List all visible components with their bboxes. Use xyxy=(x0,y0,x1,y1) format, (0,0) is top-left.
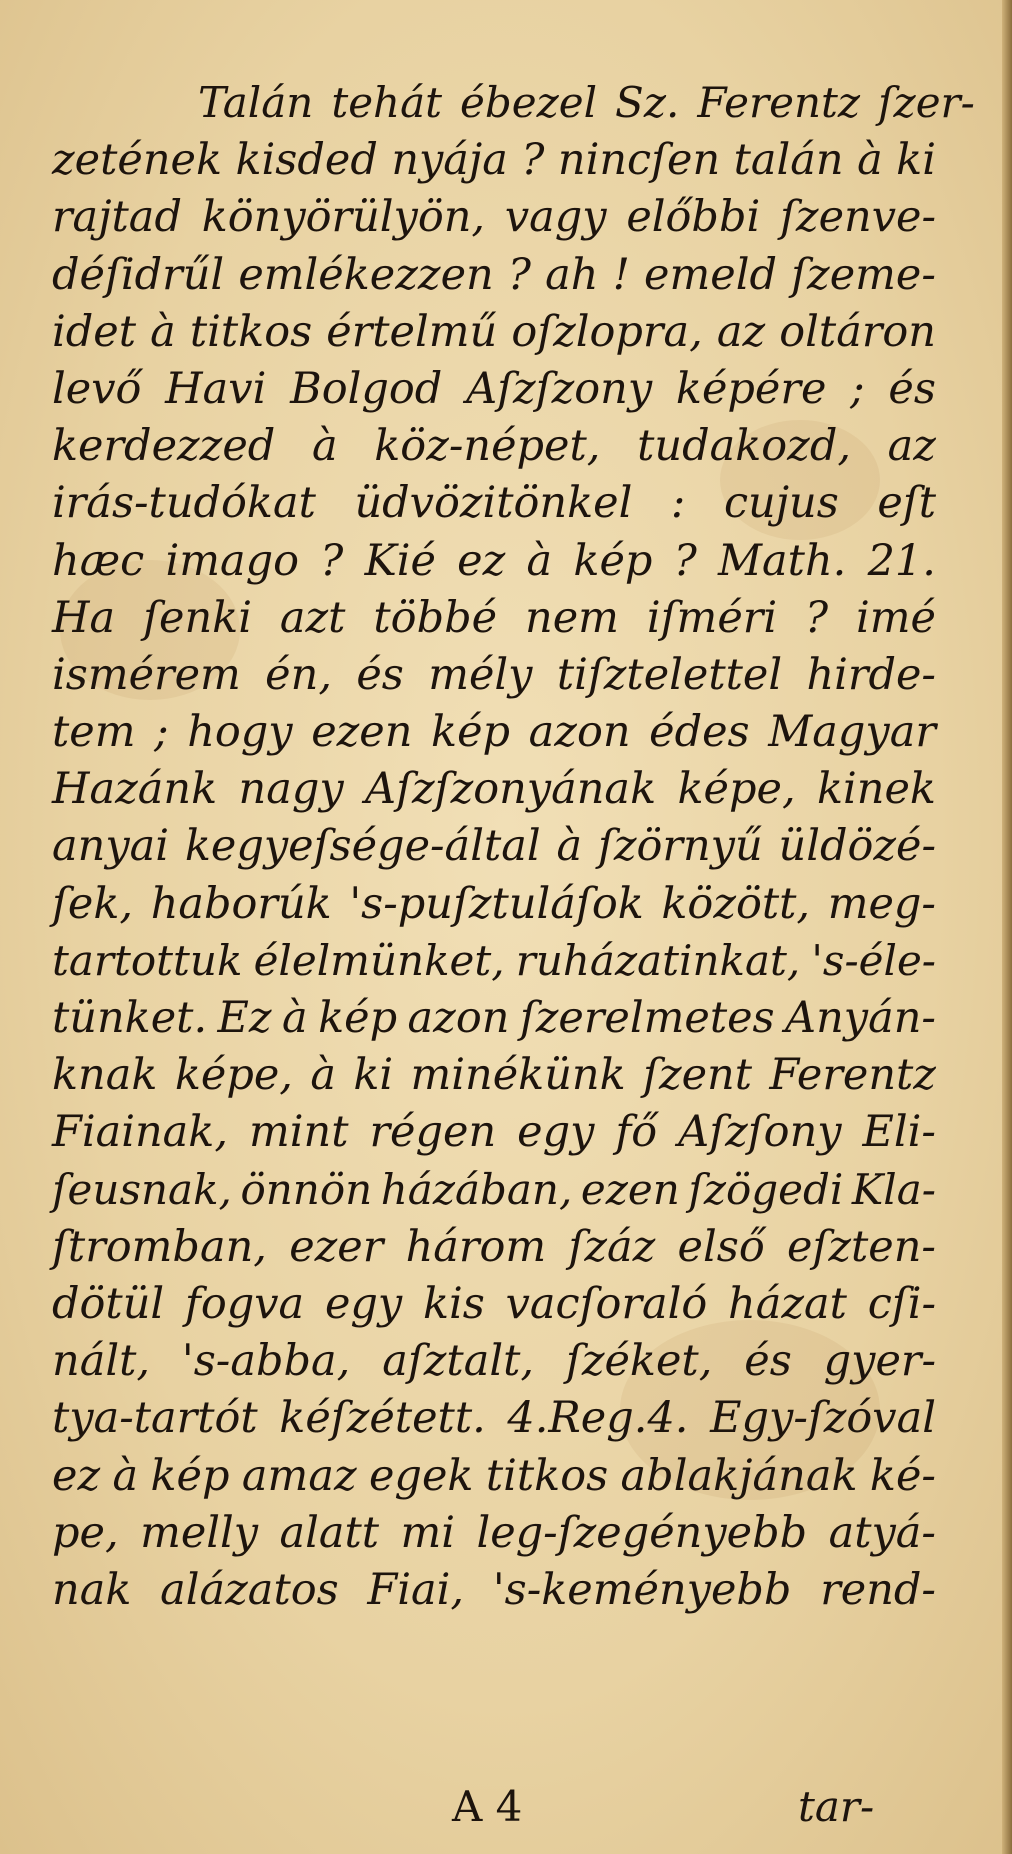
text-line: Talán tehát ébezel Sz. Ferentz ſzer- xyxy=(198,78,975,127)
text-line: déſidrűl emlékezzen ? ah ! emeld ſzeme- xyxy=(52,249,936,300)
text-line: ſek, haborúk 's-puſztuláſok között, meg- xyxy=(52,878,936,929)
text-line: ismérem én, és mély tiſztelettel hirde- xyxy=(52,649,936,700)
text-line: irás-tudókat üdvözitönkel : cujus eſt xyxy=(52,478,936,529)
text-line: levő Havi Bolgod Aſzſzony képére ; és xyxy=(52,363,936,414)
text-line: hæc imago ? Kié ez à kép ? Math. 21. xyxy=(52,535,936,586)
text-line: tya-tartót kéſzétett. 4.Reg.4. Egy-ſzóval xyxy=(52,1393,936,1444)
text-line: idet à titkos értelmű oſzlopra, az oltáron xyxy=(52,306,936,357)
text-line: ez à kép amaz egek titkos ablakjának ké- xyxy=(52,1450,936,1501)
text-line: tartottuk élelmünket, ruházatinkat, 's-éle- xyxy=(52,935,936,985)
text-line: ſtromban, ezer három ſzáz első eſzten- xyxy=(52,1221,936,1272)
page-edge xyxy=(1002,0,1012,1854)
text-line: knak képe, à ki minékünk ſzent Ferentz xyxy=(52,1050,936,1101)
text-line: tünket. Ez à kép azon ſzerelmetes Anyán- xyxy=(52,993,936,1043)
text-line: zetének kisded nyája ? nincſen talán à ki xyxy=(52,135,936,186)
body-text xyxy=(52,78,975,1622)
text-line: anyai kegyeſsége-által à ſzörnyű üldözé- xyxy=(52,821,936,872)
text-line: Ha ſenki azt többé nem iſméri ? imé xyxy=(52,592,936,643)
catchword: tar- xyxy=(798,1782,875,1831)
text-line: Fiainak, mint régen egy fő Aſzſony Eli- xyxy=(52,1107,936,1158)
text-line: nált, 's-abba, aſztalt, ſzéket, és gyer- xyxy=(52,1336,936,1387)
text-line: Hazánk nagy Aſzſzonyának képe, kinek xyxy=(52,764,936,815)
text-line: tem ; hogy ezen kép azon édes Magyar xyxy=(52,707,936,758)
text-line: nak alázatos Fiai, 's-keményebb rend- xyxy=(52,1564,936,1615)
text-line: ſeusnak, önnön házában, ezen ſzögedi Kla- xyxy=(52,1164,936,1214)
signature-mark: A 4 xyxy=(452,1782,523,1831)
text-line: pe, melly alatt mi leg-ſzegényebb atyá- xyxy=(52,1507,936,1558)
text-line: dötül fogva egy kis vacſoraló házat cſi- xyxy=(52,1278,936,1329)
text-line: kerdezzed à köz-népet, tudakozd, az xyxy=(52,421,936,472)
page-footer xyxy=(0,1782,1012,1842)
text-line: rajtad könyörülyön, vagy előbbi ſzenve- xyxy=(52,192,936,243)
